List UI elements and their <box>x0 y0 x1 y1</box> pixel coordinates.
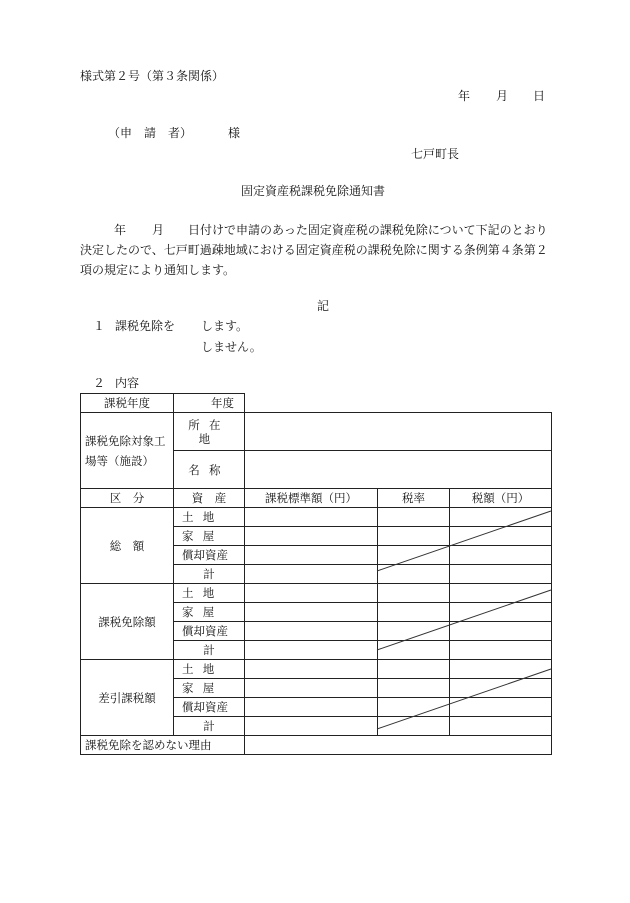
table-row <box>81 736 552 755</box>
base-cell[interactable] <box>245 603 378 622</box>
amount-cell <box>450 527 552 546</box>
asset-total: 計 <box>174 717 245 736</box>
location-value[interactable] <box>245 413 552 451</box>
table-header-row <box>81 489 552 508</box>
rate-cell <box>378 622 450 641</box>
body-month: 月 <box>152 223 165 237</box>
amount-cell <box>450 546 552 565</box>
item1-number: １ <box>93 319 106 333</box>
asset-total: 計 <box>174 641 245 660</box>
rate-cell <box>378 717 450 736</box>
amount-cell <box>450 622 552 641</box>
base-cell[interactable] <box>245 584 378 603</box>
item1-option-do: します。 <box>201 319 249 333</box>
base-cell[interactable] <box>245 622 378 641</box>
form-number: 様式第２号（第３条関係） <box>80 69 225 83</box>
amount-cell <box>450 584 552 603</box>
applicant-label: （申 請 者） <box>108 126 193 140</box>
facility-label: 課税免除対象工場等（施設） <box>81 413 174 489</box>
amount-cell <box>450 508 552 527</box>
table-row <box>81 660 552 679</box>
rate-cell[interactable] <box>378 660 450 679</box>
asset-depreciable: 償却資産 <box>174 698 245 717</box>
header-asset: 資 産 <box>174 489 245 508</box>
body-paragraph <box>80 220 550 280</box>
asset-land: 土地 <box>174 660 245 679</box>
ki-heading: 記 <box>317 299 330 313</box>
header-base: 課税標準額（円） <box>245 489 378 508</box>
rate-cell <box>378 698 450 717</box>
header-amount: 税額（円） <box>450 489 552 508</box>
table-row <box>81 584 552 603</box>
group-net: 差引課税額 <box>81 660 174 736</box>
tax-exemption-table <box>80 393 552 755</box>
rate-cell[interactable] <box>378 584 450 603</box>
tax-year-label: 課税年度 <box>81 394 174 413</box>
asset-depreciable: 償却資産 <box>174 622 245 641</box>
item2-label: 内容 <box>115 376 140 390</box>
base-cell[interactable] <box>245 641 378 660</box>
group-total: 総 額 <box>81 508 174 584</box>
amount-cell <box>450 660 552 679</box>
asset-land: 土地 <box>174 584 245 603</box>
asset-total: 計 <box>174 565 245 584</box>
base-cell[interactable] <box>245 698 378 717</box>
base-cell[interactable] <box>245 565 378 584</box>
base-cell[interactable] <box>245 546 378 565</box>
base-cell[interactable] <box>245 660 378 679</box>
name-label: 名称 <box>174 451 245 489</box>
amount-cell <box>450 679 552 698</box>
reason-label: 課税免除を認めない理由 <box>81 736 245 755</box>
amount-cell[interactable] <box>450 717 552 736</box>
rate-cell[interactable] <box>378 603 450 622</box>
date-month: 月 <box>496 89 509 103</box>
rate-cell[interactable] <box>378 679 450 698</box>
item1-option-not: しません。 <box>201 340 262 354</box>
body-text: 日付けで申請のあった固定資産税の課税免除について下記のとおり決定したので、七戸町過疎地域における固定資産税の課税免除に関する条例第４条第２項の規定により通知します。 <box>80 223 548 277</box>
asset-land: 土地 <box>174 508 245 527</box>
rate-cell <box>378 641 450 660</box>
table-row <box>81 508 552 527</box>
base-cell[interactable] <box>245 679 378 698</box>
reason-value[interactable] <box>245 736 552 755</box>
header-category: 区 分 <box>81 489 174 508</box>
amount-cell[interactable] <box>450 565 552 584</box>
date-day: 日 <box>533 89 546 103</box>
item1-label: 課税免除を <box>115 319 176 333</box>
rate-cell[interactable] <box>378 527 450 546</box>
header-rate: 税率 <box>378 489 450 508</box>
body-year: 年 <box>114 223 127 237</box>
amount-cell[interactable] <box>450 641 552 660</box>
base-cell[interactable] <box>245 508 378 527</box>
base-cell[interactable] <box>245 717 378 736</box>
asset-depreciable: 償却資産 <box>174 546 245 565</box>
amount-cell <box>450 698 552 717</box>
table-row <box>81 413 552 451</box>
rate-cell <box>378 565 450 584</box>
date-year: 年 <box>458 89 471 103</box>
item2-number: ２ <box>93 376 106 390</box>
applicant-honorific: 様 <box>228 126 241 140</box>
rate-cell <box>378 546 450 565</box>
tax-year-value: 年度 <box>174 394 245 413</box>
group-exempt: 課税免除額 <box>81 584 174 660</box>
amount-cell <box>450 603 552 622</box>
base-cell[interactable] <box>245 527 378 546</box>
document-title: 固定資産税課税免除通知書 <box>241 184 386 198</box>
asset-house: 家屋 <box>174 603 245 622</box>
asset-house: 家屋 <box>174 527 245 546</box>
rate-cell[interactable] <box>378 508 450 527</box>
issuer: 七戸町長 <box>411 147 460 161</box>
table-row <box>81 394 552 413</box>
asset-house: 家屋 <box>174 679 245 698</box>
location-label: 所在地 <box>174 413 245 451</box>
name-value[interactable] <box>245 451 552 489</box>
